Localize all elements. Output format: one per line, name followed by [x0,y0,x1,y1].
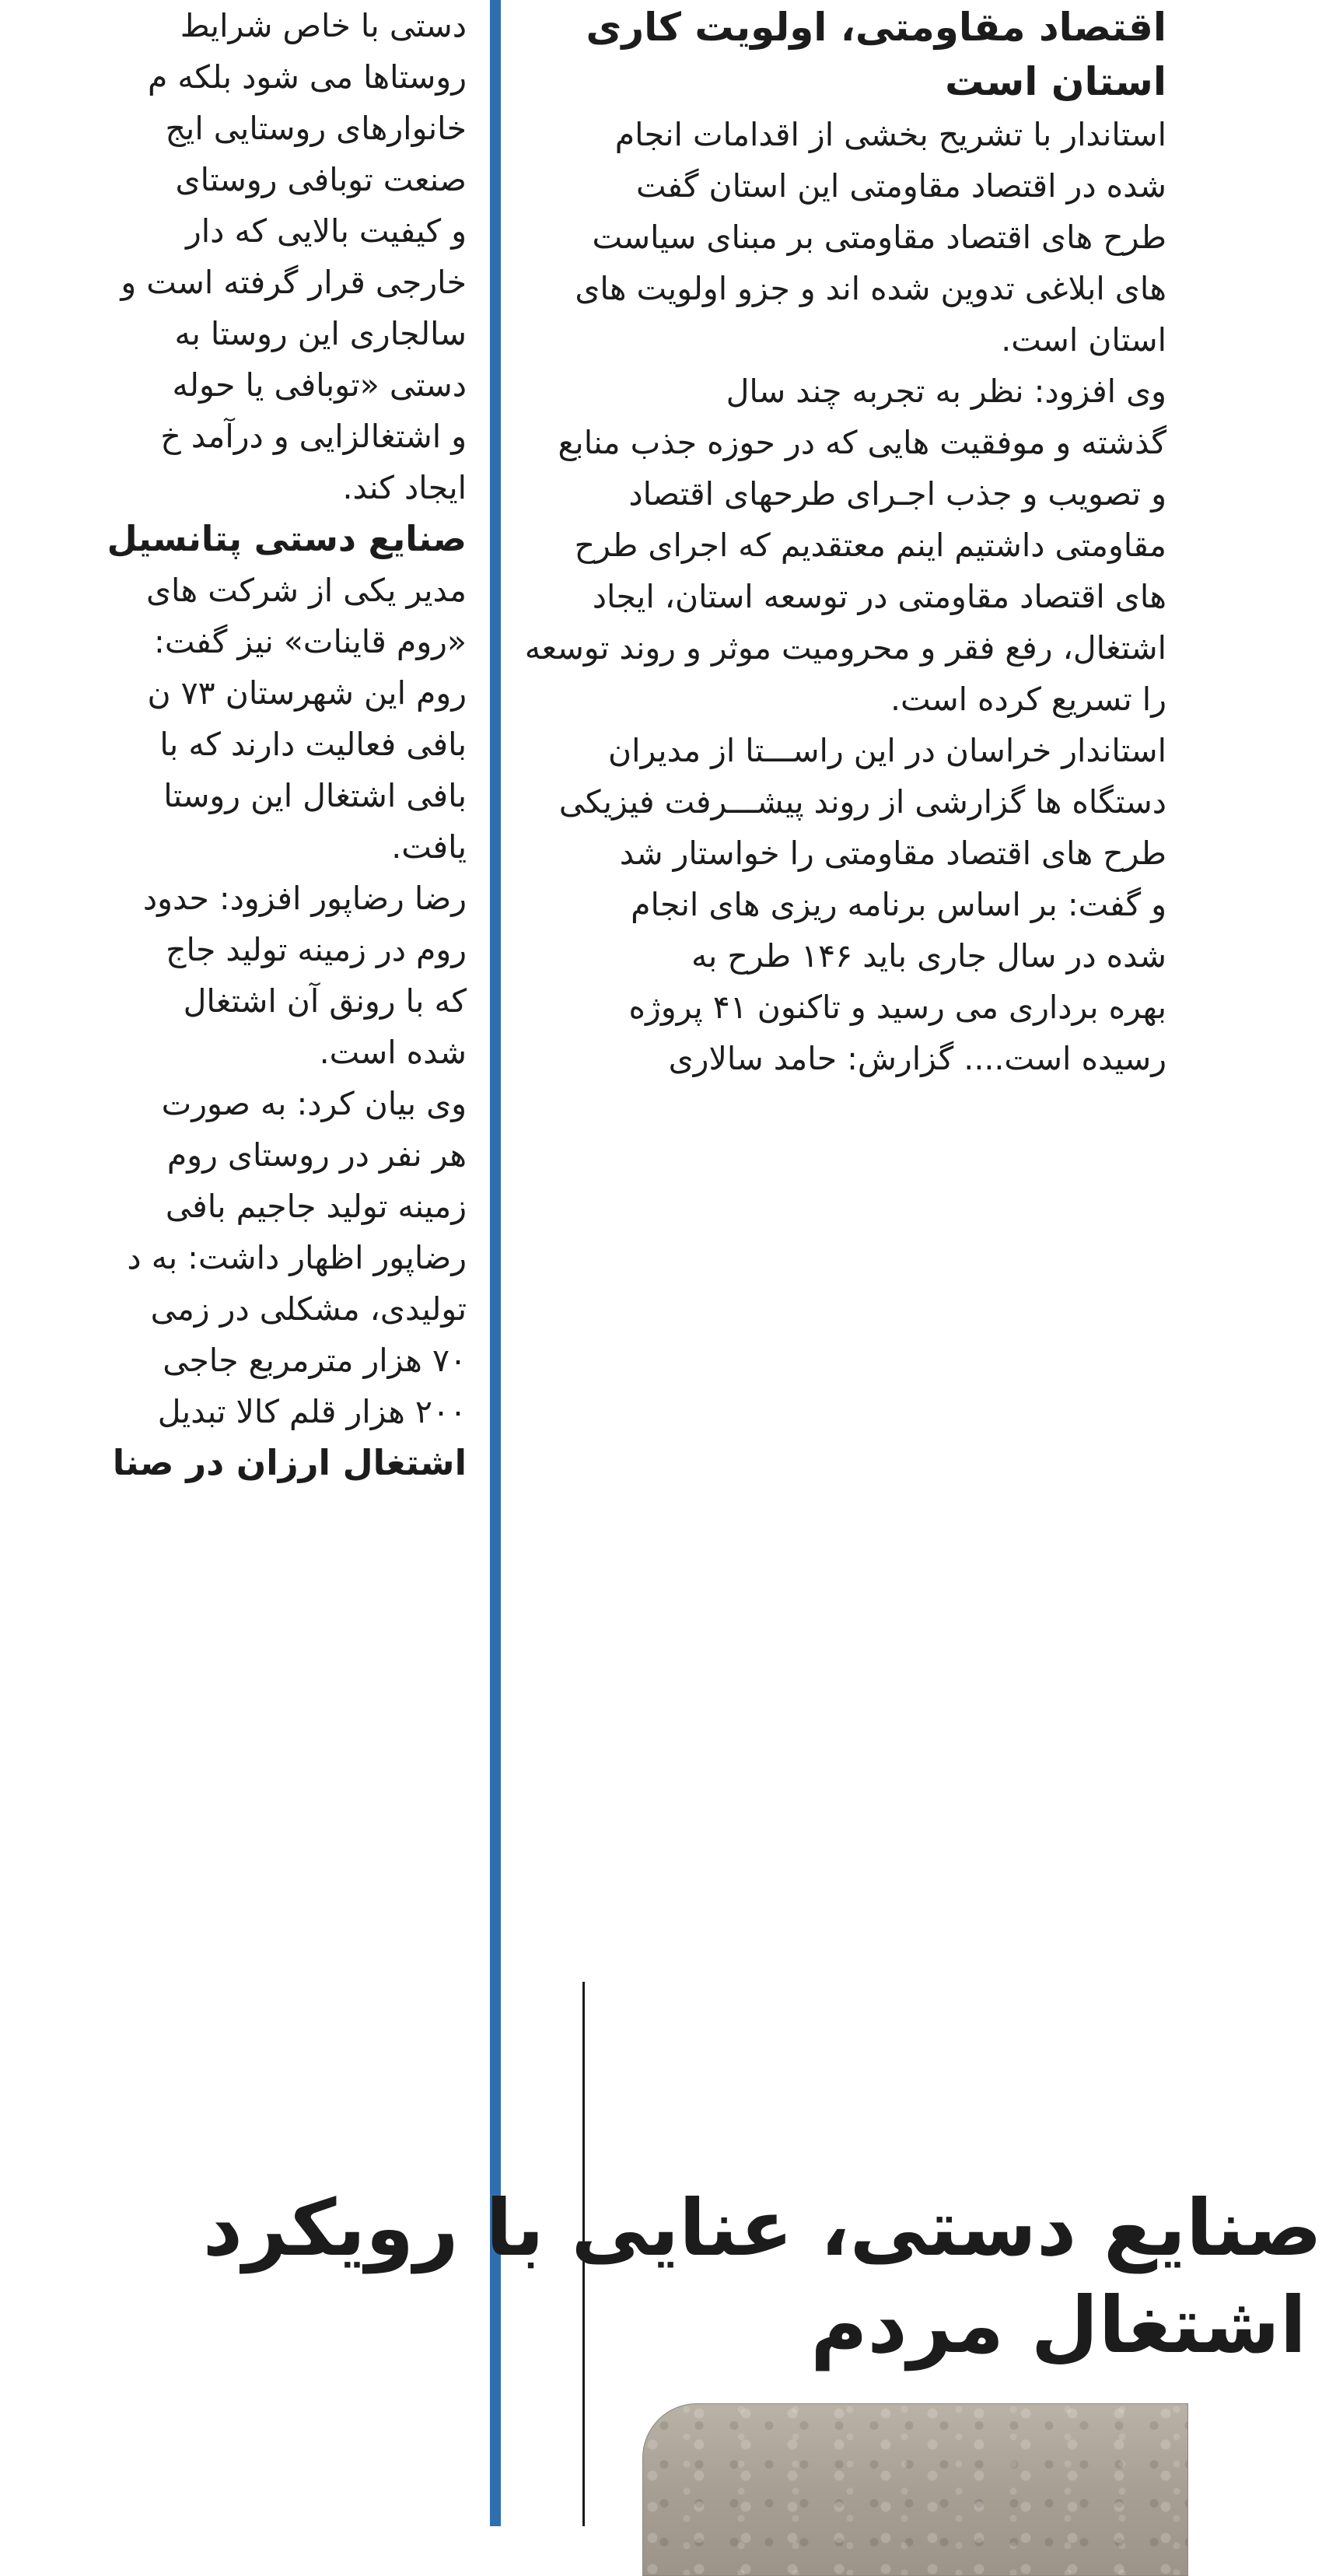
text-line: خارجی قرار گرفته است و [121,264,467,301]
text-line: روم این شهرستان ۷۳ ن [147,674,467,712]
text-line: رضا رضاپور افزود: حدود [142,880,467,917]
text-line: صنایع دستی پتانسیل [107,518,467,559]
text-line: وی بیان کرد: به صورت [161,1085,467,1122]
text-line: استان است [945,59,1166,104]
text-line: رسیده است.... گزارش: حامد سالاری [668,1040,1166,1077]
text-line: شده در سال جاری باید ۱۴۶ طرح به [691,937,1166,975]
text-line: استاندار با تشریح بخشی از اقدامات انجام [614,116,1166,153]
text-line: دستی با خاص شرایط [180,7,467,44]
text-line: ایجاد کند. [342,469,467,506]
headline-line-1-text: صنایع دستی، عنایی با رویکرد [202,2182,1322,2273]
text-line: استان است. [1001,321,1166,359]
text-line: اقتصاد مقاومتی، اولویت کاری [586,5,1166,50]
text-line: و تصویب و جذب اجـرای طرحهای اقتصاد [628,475,1166,513]
text-line: و گفت: بر اساس برنامه ریزی های انجام [631,886,1166,923]
right-article-text [342,0,1166,1084]
text-line: روم در زمینه تولید جاج [166,931,467,968]
text-line: دستگاه ها گزارشی از روند پیشـــرفت فیزیکی [558,783,1166,821]
text-line: طرح های اقتصاد مقاومتی را خواستار شد [619,835,1166,872]
text-line [0,1489,467,1540]
text-line: روستاها می شود بلکه م [148,58,467,96]
text-line: ۲۰۰ هزار قلم کالا تبدیل [157,1393,467,1430]
headline-line-2-text: اشتغال مردم [810,2280,1306,2371]
text-line: صنعت توبافی روستای [175,161,467,198]
article-photo [642,2403,1188,2576]
text-line: هر نفر در روستای روم [166,1136,467,1174]
text-line: اشتغال ارزان در صنا [112,1442,467,1483]
text-line: دستی «توبافی یا حوله [172,366,467,404]
text-line: خانوارهای روستایی ایج [165,110,467,147]
text-line: ۷۰ هزار مترمربع جاجی [163,1342,467,1379]
text-line: اشتغال، رفع فقر و محرومیت موثر و روند توسعه [524,629,1166,667]
text-line: وی افزود: نظر به تجربه چند سال [726,373,1166,410]
text-line: بافی اشتغال این روستا [163,777,467,814]
text-line: تولیدی، مشکلی در زمی [150,1290,467,1328]
text-line: زمینه تولید جاجیم بافی [165,1188,467,1225]
text-line: های اقتصاد مقاومتی در توسعه استان، ایجاد [592,578,1166,615]
headline-line-1 [202,2178,1322,2279]
headline-line-2 [614,2275,1306,2376]
text-line: بهره برداری می رسید و تاکنون ۴۱ پروژه [628,989,1166,1026]
photo-texture [643,2404,1187,2575]
text-line: سالجاری این روستا به [174,315,467,352]
text-line: مقاومتی داشتیم اینم معتقدیم که اجرای طرح [574,527,1166,564]
text-line: های ابلاغی تدوین شده اند و جزو اولویت های [575,270,1166,307]
text-line: بافی فعالیت دارند که با [159,726,467,763]
text-line: شده در اقتصاد مقاومتی این استان گفت [635,167,1166,205]
text-line: رضاپور اظهار داشت: به د [127,1239,467,1276]
text-line: را تسریع کرده است. [890,681,1166,718]
text-line: طرح های اقتصاد مقاومتی بر مبنای سیاست [592,219,1166,256]
text-line: استاندار خراسان در این راســـتا از مدیران [608,732,1166,769]
text-line: مدیر یکی از شرکت های [145,572,467,609]
text-line: شده است. [319,1034,467,1071]
text-line: که با رونق آن اشتغال [183,982,467,1020]
right-article-column [524,0,1166,1084]
text-line: یافت. [391,828,467,866]
text-line: و کیفیت بالایی که دار [185,212,467,250]
text-line: «روم قاینات» نیز گفت: [154,623,467,660]
text-line: و اشتغالزایی و درآمد خ [160,418,467,455]
text-line: گذشته و موفقیت هایی که در حوزه جذب منابع [558,424,1166,461]
